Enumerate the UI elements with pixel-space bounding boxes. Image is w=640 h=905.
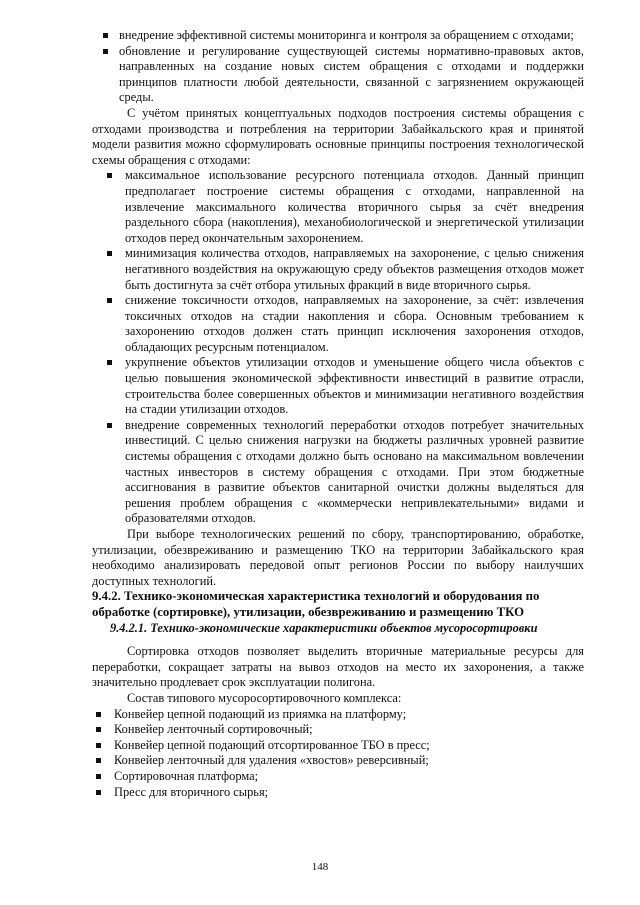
list-item: Конвейер цепной подающий отсортированное ТБО в пресс;	[92, 738, 584, 754]
list-item: Конвейер цепной подающий из приямка на платформу;	[92, 707, 584, 723]
list-item: Пресс для вторичного сырья;	[92, 785, 584, 801]
intro-paragraph: С учётом принятых концептуальных подходов построения системы обращения с отходами производства и потребления на территории Забайкальского края и принятой модели развития можно сформулировать основные принципы построения технологической схемы обращения с отходами:	[92, 105, 584, 167]
list-item: внедрение современных технологий переработки отходов потребует значительных инвестиций. С целью снижения нагрузки на бюджеты различных уровней развитие системы обращения с отходами должно быть основано на максимальном вовлечении частных инвесторов в систему обращения с отходами. При этом бюджетные ассигнования в развитие объектов санитарной очистки должны выделяться для решения проблем обращения с «коммерчески непривлекательными» видами и образователями отходов.	[103, 418, 584, 527]
list-item: обновление и регулирование существующей системы нормативно-правовых актов, направленных на создание новых систем обращения с отходами и поддержки принципов платности любой деятельности, связанной с загрязнением окружающей среды.	[92, 44, 584, 106]
list-item: максимальное использование ресурсного потенциала отходов. Данный принцип предполагает построение системы обращения с отходами, направленной на извлечение максимального количества вторичного сырья за счёт внедрения раздельного сбора (накопления), механобиологической и энергетической утилизации отходов перед окончательным захоронением.	[103, 168, 584, 246]
page-number: 148	[311, 861, 329, 873]
technology-paragraph: При выборе технологических решений по сбору, транспортированию, обработке, утилизации, обезвреживанию и размещению ТКО на территории Забайкальского края необходимо анализировать передовой опыт регионов России по выбору наилучших доступных технологий.	[92, 527, 584, 588]
list-item: Конвейер ленточный для удаления «хвостов» реверсивный;	[92, 753, 584, 769]
top-bullet-list	[92, 28, 584, 106]
complex-list	[92, 707, 584, 801]
list-item: Конвейер ленточный сортировочный;	[92, 722, 584, 738]
list-item: снижение токсичности отходов, направляемых на захоронение, за счёт: извлечения токсичных отходов на стадии накопления и сбора. Основным требованием к захоронению отходов должен стать принцип исключения захоронения отходов, обладающих ресурсным потенциалом.	[103, 293, 584, 355]
list-item: внедрение эффективной системы мониторинга и контроля за обращением с отходами;	[92, 28, 584, 44]
list-item: Сортировочная платформа;	[92, 769, 584, 785]
list-item: минимизация количества отходов, направляемых на захоронение, с целью снижения негативного воздействия на окружающую среду объектов размещения отходов может быть достигнута за счёт отбора утильных фракций в виде вторичного сырья.	[103, 246, 584, 293]
list-item: укрупнение объектов утилизации отходов и уменьшение общего числа объектов с целью повышения экономической эффективности инвестиций в развитие отрасли, строительства более совершенных объектов и минимизации негативного воздействия на стадии утилизации отходов.	[103, 355, 584, 417]
sorting-paragraph: Сортировка отходов позволяет выделить вторичные материальные ресурсы для переработки, сокращает затраты на вывоз отходов на место их захоронения, а также значительно продлевает срок эксплуатации полигона.	[92, 644, 584, 690]
subsection-heading: 9.4.2.1. Технико-экономические характеристики объектов мусоросортировки	[110, 620, 538, 635]
complex-intro: Состав типового мусоросортировочного комплекса:	[127, 690, 402, 705]
principles-list	[92, 168, 584, 527]
document-page	[92, 28, 584, 800]
section-heading: 9.4.2. Технико-экономическая характеристика технологий и оборудования по обработке (сортировке), утилизации, обезвреживанию и размещению ТКО	[92, 589, 540, 619]
